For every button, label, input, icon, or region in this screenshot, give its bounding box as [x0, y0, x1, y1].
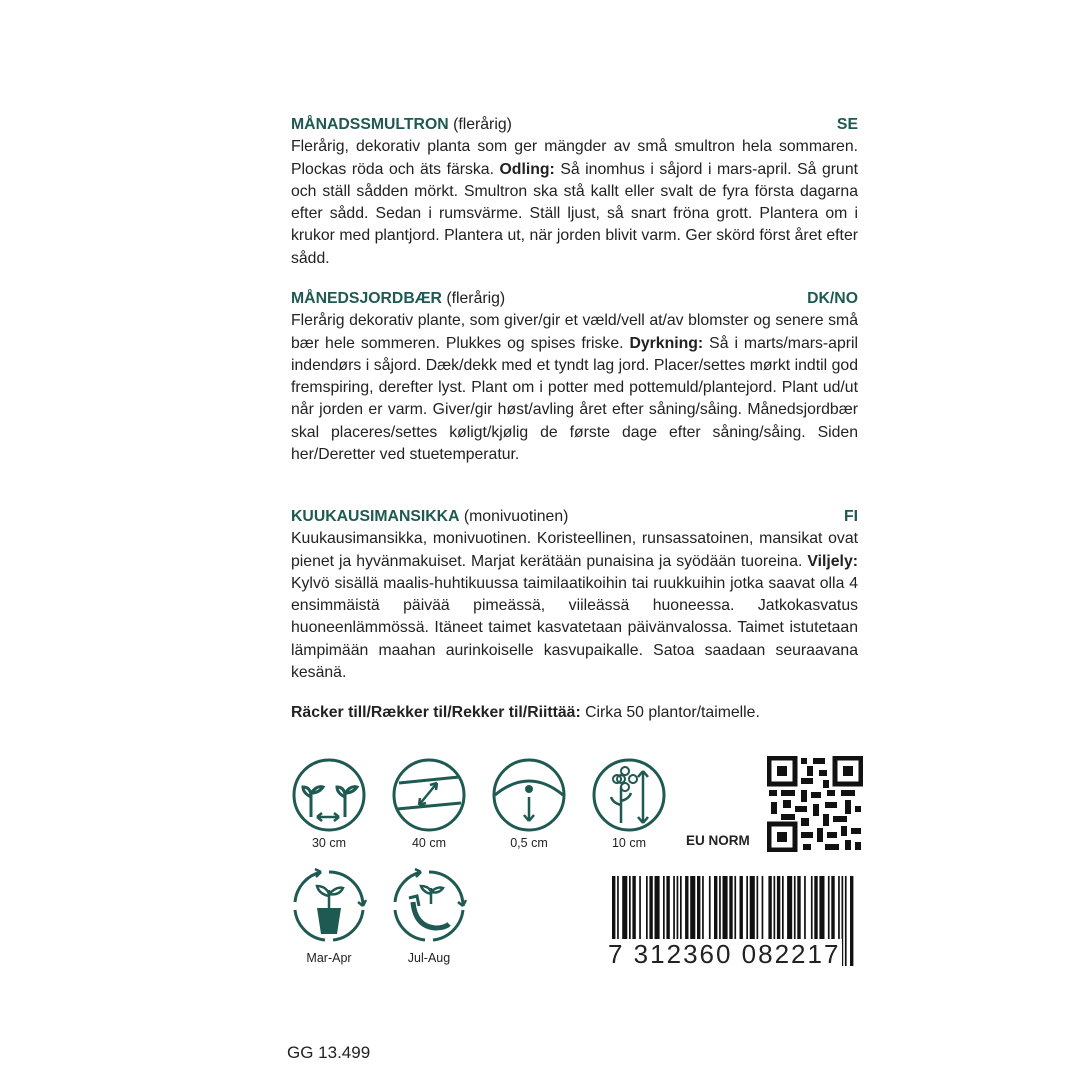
- sowing-depth-icon: [491, 757, 567, 833]
- body-text: Så inomhus i såjord i mars-april. Så grunt och ställ sådden mörkt. Smultron ska stå kallt eller svalt de fyra första dagarna efter sådd. Sedan i rumsvärme. Ställ ljust, så snart fröna grott. Plantera om i krukor med plantjord. Plantera ut, när jorden blivit varm. Ger skörd först året efter sådd.: [291, 160, 859, 267]
- body-text: Så i marts/mars-april indendørs i såjord. Dæk/dekk med et tyndt lag jord. Placer/settes mørkt indtil god fremspiring, derefter lyst. Plant om i potter med pottemuld/plantejord. Plant ud/ut når jorden er varm. Giver/gir høst/avling året efter såning/såing. Månedsjordbær skal placeres/settes køligt/kjølig de første dage efter såning/såing. Siden her/Deretter ved stuetemperatur.: [291, 334, 859, 464]
- row-spacing-caption: 40 cm: [411, 836, 447, 850]
- body-text: Kylvö sisällä maalis-huhtikuussa taimilaatikoihin tai ruukkuihin jotka saavat olla 4 ensimmäistä päivää pimeässä, viileässä huoneessa. Jatkokasvatus huoneenlämmössä. Itäneet taimet kasvatetaan päivänvalossa. Taimet istutetaan lämpimään maahan aurinkoiselle kasvupaikalle. Satoa saadaan seuraavana kesänä.: [291, 574, 858, 682]
- section-se: [291, 114, 858, 270]
- section-subtitle: (monivuotinen): [463, 508, 569, 525]
- section-header: [291, 506, 858, 528]
- body-text: Flerårig, dekorativ planta som ger mängder av små smultron hela sommaren. Plockas röda och äts färska.: [291, 138, 858, 178]
- section-subtitle: (flerårig): [446, 290, 506, 307]
- plant-height-caption: 10 cm: [611, 836, 647, 850]
- body-text: Kuukausimansikka, monivuotinen. Koristeellinen, runsassatoinen, mansikat ovat pienet ja hyvänmakuiset. Marjat kerätään punaisina ja syödään tuoreina.: [291, 530, 858, 570]
- harvest-time-caption: Jul-Aug: [407, 951, 451, 965]
- body-text: Flerårig dekorativ plante, som giver/gir et væld/vell at/av blomster og senere små bær hele sommeren. Plukkes og spises friske.: [291, 312, 858, 352]
- sowing-depth-caption: 0,5 cm: [510, 836, 548, 850]
- body-label: Odling:: [499, 160, 555, 178]
- body-label: Viljely:: [807, 552, 858, 570]
- yield-value: Cirka 50 plantor/taimelle.: [580, 704, 760, 721]
- row-spacing-icon: [391, 757, 467, 833]
- section-header: [291, 114, 858, 136]
- language-code: FI: [843, 508, 858, 525]
- body-label: Dyrkning:: [629, 334, 704, 352]
- yield-label: Räcker till/Rækker til/Rekker til/Riittää:: [291, 704, 581, 721]
- section-body: [291, 310, 858, 466]
- section-body: [291, 528, 858, 684]
- plant-spacing-caption: 30 cm: [311, 836, 347, 850]
- section-subtitle: (flerårig): [453, 116, 512, 133]
- barcode-bar: [845, 876, 847, 966]
- sowing-time-caption: Mar-Apr: [306, 951, 352, 965]
- harvest-time-icon: [391, 868, 467, 944]
- language-code: SE: [836, 116, 858, 133]
- barcode-bar: [850, 876, 853, 966]
- barcode-number: 7 312360 082217: [608, 939, 841, 969]
- section-title: MÅNEDSJORDBÆR: [291, 290, 442, 307]
- plant-height-icon: [591, 757, 667, 833]
- language-code: DK/NO: [807, 290, 858, 307]
- eu-norm-label: EU NORM: [686, 833, 750, 848]
- qr-code: [767, 756, 863, 852]
- sowing-time-icon: [291, 868, 367, 944]
- yield-line: [291, 704, 760, 722]
- section-fi: [291, 506, 858, 684]
- section-title: KUUKAUSIMANSIKKA: [291, 508, 460, 525]
- plant-spacing-icon: [291, 757, 367, 833]
- section-dk-no: [291, 288, 858, 466]
- product-code: GG 13.499: [287, 1043, 371, 1062]
- section-title: MÅNADSSMULTRON: [291, 116, 449, 133]
- section-header: [291, 288, 858, 310]
- section-body: [291, 136, 858, 270]
